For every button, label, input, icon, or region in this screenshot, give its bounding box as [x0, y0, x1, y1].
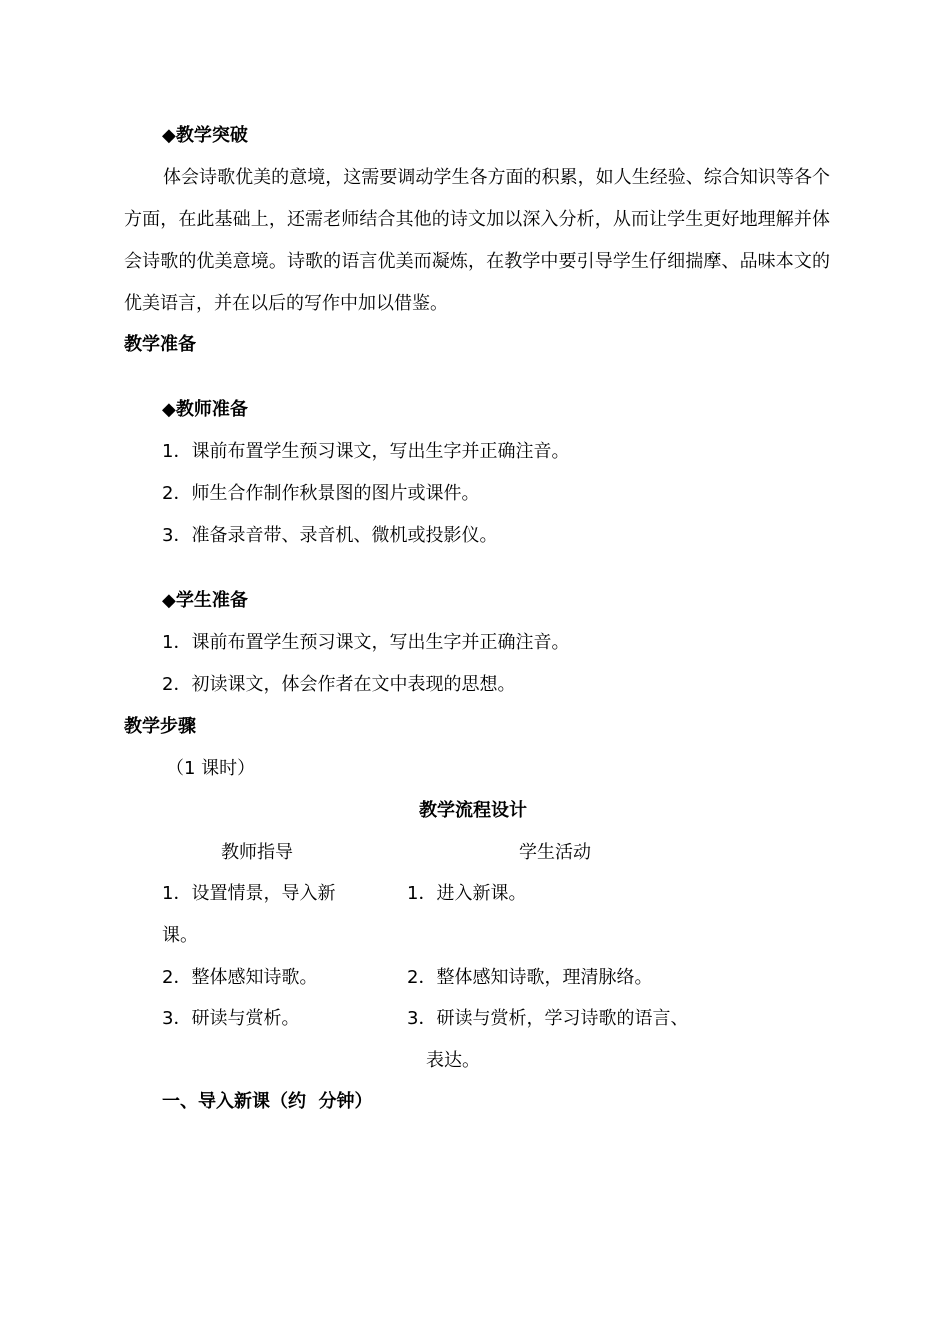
column-header-student: 学生活动	[519, 842, 591, 863]
list-item: 3．准备录音带、录音机、微机或投影仪。	[162, 525, 498, 546]
table-cell-student: 1．进入新课。	[407, 883, 527, 904]
list-item: 2．初读课文，体会作者在文中表现的思想。	[162, 674, 516, 695]
list-item: 1．课前布置学生预习课文，写出生字并正确注音。	[162, 441, 570, 462]
heading-intro: 一、导入新课（约 分钟）	[162, 1091, 373, 1112]
list-item: 2．师生合作制作秋景图的图片或课件。	[162, 483, 480, 504]
table-cell-teacher: 课。	[162, 925, 198, 946]
table-cell-student: 2．整体感知诗歌，理清脉络。	[407, 967, 653, 988]
table-cell-teacher: 1．设置情景，导入新	[162, 883, 336, 904]
paragraph-breakthrough: 体会诗歌优美的意境，这需要调动学生各方面的积累，如人生经验、综合知识等各个方面，在此基础上，还需老师结合其他的诗文加以深入分析，从而让学生更好地理解并体会诗歌的优美意境。诗歌的语言优美而凝炼，在教学中要引导学生仔细揣摩、品味本文的优美语言，并在以后的写作中加以借鉴。	[124, 167, 830, 314]
heading-steps: 教学步骤	[124, 716, 196, 737]
list-item: 1．课前布置学生预习课文，写出生字并正确注音。	[162, 632, 570, 653]
heading-preparation: 教学准备	[124, 334, 196, 355]
flow-title: 教学流程设计	[419, 800, 527, 821]
heading-teacher-preparation: ◆教师准备	[162, 399, 248, 420]
table-cell-student: 3．研读与赏析，学习诗歌的语言、	[407, 1008, 689, 1029]
heading-student-preparation: ◆学生准备	[162, 590, 248, 611]
column-header-teacher: 教师指导	[221, 842, 293, 863]
period-note: （1 课时）	[166, 758, 256, 779]
table-cell-teacher: 2．整体感知诗歌。	[162, 967, 318, 988]
table-cell-student: 表达。	[426, 1050, 480, 1071]
table-cell-teacher: 3．研读与赏析。	[162, 1008, 300, 1029]
heading-breakthrough: ◆教学突破	[162, 125, 248, 146]
